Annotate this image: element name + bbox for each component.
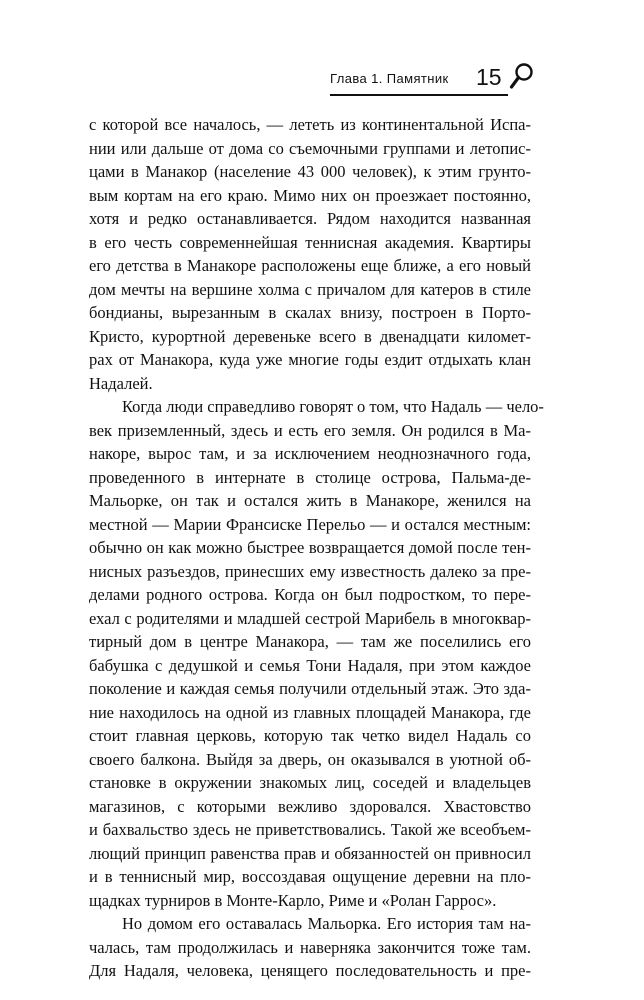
text-line: накоре, вырос там, и за исключением неоднозначного года,: [89, 444, 531, 463]
paragraph: [89, 395, 544, 912]
body-text: [89, 113, 544, 983]
text-line: вым кортам на его краю. Мимо них он проезжает постоянно,: [89, 185, 531, 205]
text-line: лющий принцип равенства прав и обязанностей он привносил: [89, 843, 531, 863]
text-line: Когда люди справедливо говорят о том, что Надаль — чело-: [122, 397, 544, 416]
text-line: в его честь современнейшая теннисная академия. Квартиры: [89, 232, 531, 252]
text-line: поколение и каждая семья получили отдельный этаж. Это зда-: [89, 679, 531, 698]
text-line: обычно он как можно быстрее возвращается домой после тен-: [89, 538, 531, 557]
text-line: нии или дальше от дома со съемочными группами и летопис-: [89, 138, 531, 158]
text-line: чалась, там продолжилась и наверняка закончится тоже там.: [89, 937, 531, 957]
text-line: нисных разъездов, принесших ему известность далеко за пре-: [89, 561, 531, 581]
text-line: Кристо, курортной деревеньке всего в двенадцати километ-: [89, 326, 531, 346]
text-line: проведенного в интернате в столице острова, Пальма-де-: [89, 467, 531, 487]
chapter-title: Глава 1. Памятник: [330, 71, 449, 86]
text-line: Для Надаля, человека, ценящего последовательность и пре-: [89, 961, 531, 980]
text-line: Мальорке, он так и остался жить в Манакоре, женился на: [89, 491, 531, 510]
text-line: бабушка с дедушкой и семья Тони Надаля, при этом каждое: [89, 655, 531, 675]
text-line: цами в Манакор (население 43 000 человек), к этим грунто-: [89, 162, 531, 181]
text-line: ехал с родителями и младшей сестрой Марибель в многоквар-: [89, 608, 531, 628]
page-number: 15: [476, 64, 502, 90]
text-line: и бахвальство здесь не приветствовались. Такой же всеобъем-: [89, 820, 531, 839]
text-line: рах от Манакора, куда уже многие годы ездит отдыхать клан: [89, 350, 531, 369]
text-line: Надалей.: [89, 373, 153, 393]
text-line: стоит главная церковь, которую так четко видел Надаль со: [89, 726, 531, 745]
text-line: становке в окружении знакомых лиц, соседей и владельцев: [89, 773, 531, 792]
text-line: дом мечты на вершине холма с причалом для катеров в стиле: [89, 279, 531, 299]
running-header: [330, 62, 535, 96]
text-line: век приземленный, здесь и есть его земля. Он родился в Ма-: [89, 420, 531, 440]
text-line: его детства в Манакоре расположены еще ближе, а его новый: [89, 256, 531, 275]
text-line: магазинов, с которыми вежливо здоровался. Хвастовство: [89, 796, 531, 816]
text-line: щадках турниров в Монте-Карло, Риме и «Ролан Гаррос».: [89, 890, 497, 910]
text-line: местной — Марии Франсиске Перельо — и остался местным:: [89, 514, 531, 534]
text-line: бондианы, вырезанным в скалах внизу, построен в Порто-: [89, 303, 531, 322]
text-line: хотя и редко останавливается. Рядом находится названная: [89, 209, 531, 228]
paragraph: [89, 912, 531, 983]
header-rule: [330, 94, 508, 96]
text-line: делами родного острова. Когда он был подростком, то пере-: [89, 585, 531, 604]
text-line: и в теннисный мир, воссоздавая ощущение деревни на пло-: [89, 867, 531, 886]
text-line: тирный дом в центре Манакора, — там же поселились его: [89, 632, 531, 651]
paragraph: [89, 113, 531, 395]
text-line: Но домом его оставалась Мальорка. Его история там на-: [122, 914, 531, 933]
text-line: с которой все началось, — лететь из континентальной Испа-: [89, 115, 531, 134]
text-line: своего балкона. Выйдя за дверь, он оказывался в уютной об-: [89, 749, 531, 769]
magnifier-icon: [509, 62, 535, 92]
text-line: ние находилось на одной из главных площадей Манакора, где: [89, 702, 531, 722]
